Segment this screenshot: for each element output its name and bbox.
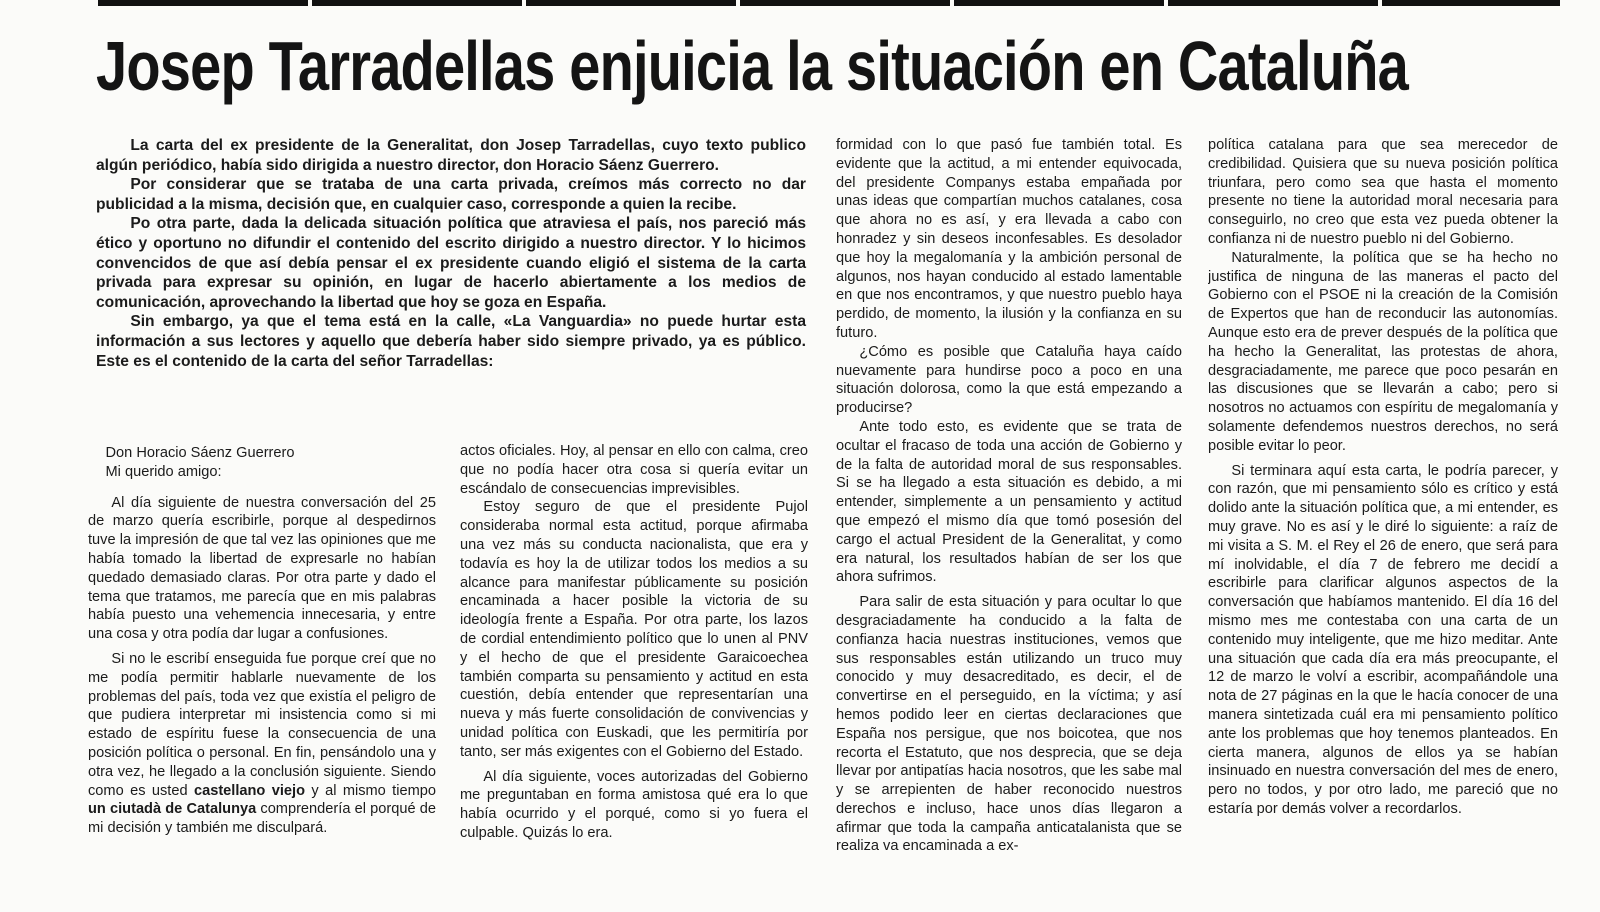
salutation-recipient: Don Horacio Sáenz Guerrero: [105, 445, 295, 461]
letter-paragraph: Estoy seguro de que el presidente Pujol consideraba normal esta actitud, porque afirmaba una vez más su conducta nacionalista, que era y todavía es hoy la de utilizar todos los medios a su alcance para manifestar públicamente su posición encaminada a hacer posible la victoria de su ideología frente a España. Por otra parte, los lazos de cordial entendimiento político que lo unen al PNV y el hecho de que el presidente Garaicoechea también comparta su pensamiento y actitud en esta cuestión, debía entender que representarían una nueva y más fuerte consolidación de convivencias y unidad política con Euskadi, que les permitiría por tanto, ser más exigentes con el Gobierno del Estado.: [460, 499, 808, 760]
letter-column-4: [1208, 136, 1558, 906]
letter-paragraph: Al día siguiente de nuestra conversación del 25 de marzo quería escribirle, porque al despedirnos tuve la impresión de que tal vez las opiniones que me había tomado la libertad de expresarle no habían quedado demasiado claras. Por otra parte y dado el tema que tratamos, me parecía que en mis palabras había puesto una vehemencia innecesaria, y entre una cosa y otra podía dar lugar a confusiones.: [88, 494, 436, 643]
letter-paragraph: ¿Cómo es posible que Cataluña haya caído nuevamente para hundirse poco a poco en una situación dolorosa, como la que está empezando a producirse?: [836, 343, 1182, 417]
letter-paragraph: Para salir de esta situación y para ocultar lo que desgraciadamente ha conducido a la falta de confianza hacia nuestras instituciones, vemos que sus responsables están utilizando un truco muy conocido y muy desacreditado, es decir, el de convertirse en el perseguido, en la víctima; y así hemos podido leer en ciertas declaraciones que España nos persigue, que nos boicotea, que nos recorta el Estatuto, que nos desprecia, que se deja llevar por antipatías hacia nosotros, que les sabe mal y se arrepienten de haber reconocido nuestros derechos e incluso, hace unos días llegaron a afirmar que toda la campaña anticatalanista que se realiza va encaminada a ex-: [836, 594, 1182, 855]
editorial-paragraph: Po otra parte, dada la delicada situación política que atraviesa el país, nos pareció más ético y oportuno no difundir el contenido del escrito dirigido a nuestro director. Y lo hicimos convencidos de que así debía pensar el ex presidente cuando eligió el sistema de la carta privada para expresar su opinión, en lugar de hacerlo abiertamente a los medios de comunicación, aprovechando la libertad que hoy se goza en España.: [96, 215, 806, 311]
letter-text: comprendería el porqué de mi decisión y también me disculpará.: [88, 801, 436, 837]
article-headline: Josep Tarradellas enjuicia la situación en Cataluña: [96, 27, 1408, 105]
letter-paragraph: Al día siguiente, voces autorizadas del Gobierno me preguntaban en forma amistosa qué era lo que había ocurrido y el porqué, como si yo fuera el culpable. Quizás lo era.: [460, 768, 808, 841]
editorial-paragraph: Por considerar que se trataba de una carta privada, creímos más correcto no dar publicidad a la misma, decisión que, en cualquier caso, corresponde a quien la recibe.: [96, 176, 806, 213]
letter-emphasis: un ciutadà de Catalunya: [88, 801, 257, 818]
letter-paragraph: política catalana para que sea merecedor de credibilidad. Quisiera que su nueva posición política triunfara, pero como sea que hasta el momento presente no tiene la autoridad moral necesaria para conseguirlo, no creo que esta vez pueda obtener la confianza ni de nuestro pueblo ni del Gobierno.: [1208, 137, 1558, 247]
letter-paragraph: Naturalmente, la política que se ha hecho no justifica de ninguna de las maneras el pacto del Gobierno con el PSOE ni la creación de la Comisión de Expertos que han de reconducir las autonomías. Aunque esto era de prever después de la política que ha hecho la Generalitat, las protestas de ahora, desgraciadamente, me parece que poco pesarán en las discusiones que se llevarán a cabo; pero si nosotros no actuamos con espíritu de megalomanía y solamente defendemos nuestros derechos, no será posible evitar lo peor.: [1208, 249, 1558, 454]
letter-text: y al mismo tiempo: [311, 782, 436, 799]
salutation-greeting: Mi querido amigo:: [105, 463, 222, 480]
letter-paragraph: Ante todo esto, es evidente que se trata de ocultar el fracaso de toda una acción de Gobierno y de la falta de autoridad moral de sus responsables. Si se ha llegado a esta situación es debido, a mi entender, simplemente a un pensamiento y actitud que empezó el mismo día que tomó posesión del cargo el actual President de la Generalitat, y como era natural, los resultados habían de ser los que ahora sufrimos.: [836, 418, 1182, 586]
top-rule-break: [98, 0, 1560, 6]
letter-salutation: [88, 444, 436, 482]
letter-column-2: [460, 442, 808, 912]
letter-paragraph: Si terminara aquí esta carta, le podría parecer, y con razón, que mi pensamiento sólo es crítico y está dolido ante la situación política que, a mi entender, es muy grave. No es así y le diré lo siguiente: a raíz de mi visita a S. M. el Rey el 26 de enero, que será para mí inolvidable, el día 7 de febrero me decidí a escribirle para clarificar algunos aspectos de la conversación que habíamos mantenido. El día 16 del mismo mes me contestaba con una carta de un contenido muy inteligente, que me hizo meditar. Ante una situación que cada día era más preocupante, el 12 de marzo le volví a escribir, acompañándole una nota de 27 páginas en la que le hacía conocer de una manera sintetizada cuál era mi pensamiento político ante los problemas que hoy tenemos planteados. En cierta manera, algunos de ellos ya se habían insinuado en nuestra conversación del mes de enero, pero no todos, y por otro lado, me pareció que no estaría por demás volver a recordarlos.: [1208, 462, 1558, 817]
letter-text: Si no le escribí enseguida fue porque creí que no me podía permitir hablarle nuevamente de los problemas del país, toda vez que existía el peligro de que pudiera interpretar mi insistencia como si mi estado de espíritu fuese la consecuencia de una posición política o personal. En fin, pensándolo una y otra vez, he llegado a la conclusión siguiente. Siendo como es usted: [88, 650, 436, 799]
editorial-intro: [96, 136, 806, 371]
letter-paragraph: actos oficiales. Hoy, al pensar en ello con calma, creo que no podía hacer otra cosa si quería evitar un escándalo de consecuencias imprevisibles.: [460, 443, 808, 497]
editorial-paragraph: Sin embargo, ya que el tema está en la calle, «La Vanguardia» no puede hurtar esta información a sus lectores y aquello que debería haber sido siempre privado, ya es público. Este es el contenido de la carta del señor Tarradellas:: [96, 313, 806, 370]
letter-column-1: [88, 442, 436, 912]
letter-column-3: [836, 136, 1182, 906]
letter-emphasis: castellano viejo: [193, 782, 305, 799]
editorial-paragraph: La carta del ex presidente de la Generalitat, don Josep Tarradellas, cuyo texto publico algún periódico, había sido dirigida a nuestro director, don Horacio Sáenz Guerrero.: [96, 137, 806, 174]
letter-paragraph: formidad con lo que pasó fue también total. Es evidente que la actitud, a mi entender equivocada, del presidente Companys estaba empañada por unas ideas que compartían muchos catalanes, cosa que ahora no es así, y era llevada a cabo con honradez y sin deseos inconfesables. Es desolador que hoy la megalomanía y la ambición personal de algunos, nos hayan conducido al estado lamentable en que nos encontramos, y que nuestro pueblo haya perdido, de momento, la ilusión y la confianza en su futuro.: [836, 137, 1182, 341]
letter-paragraph: [88, 650, 436, 838]
